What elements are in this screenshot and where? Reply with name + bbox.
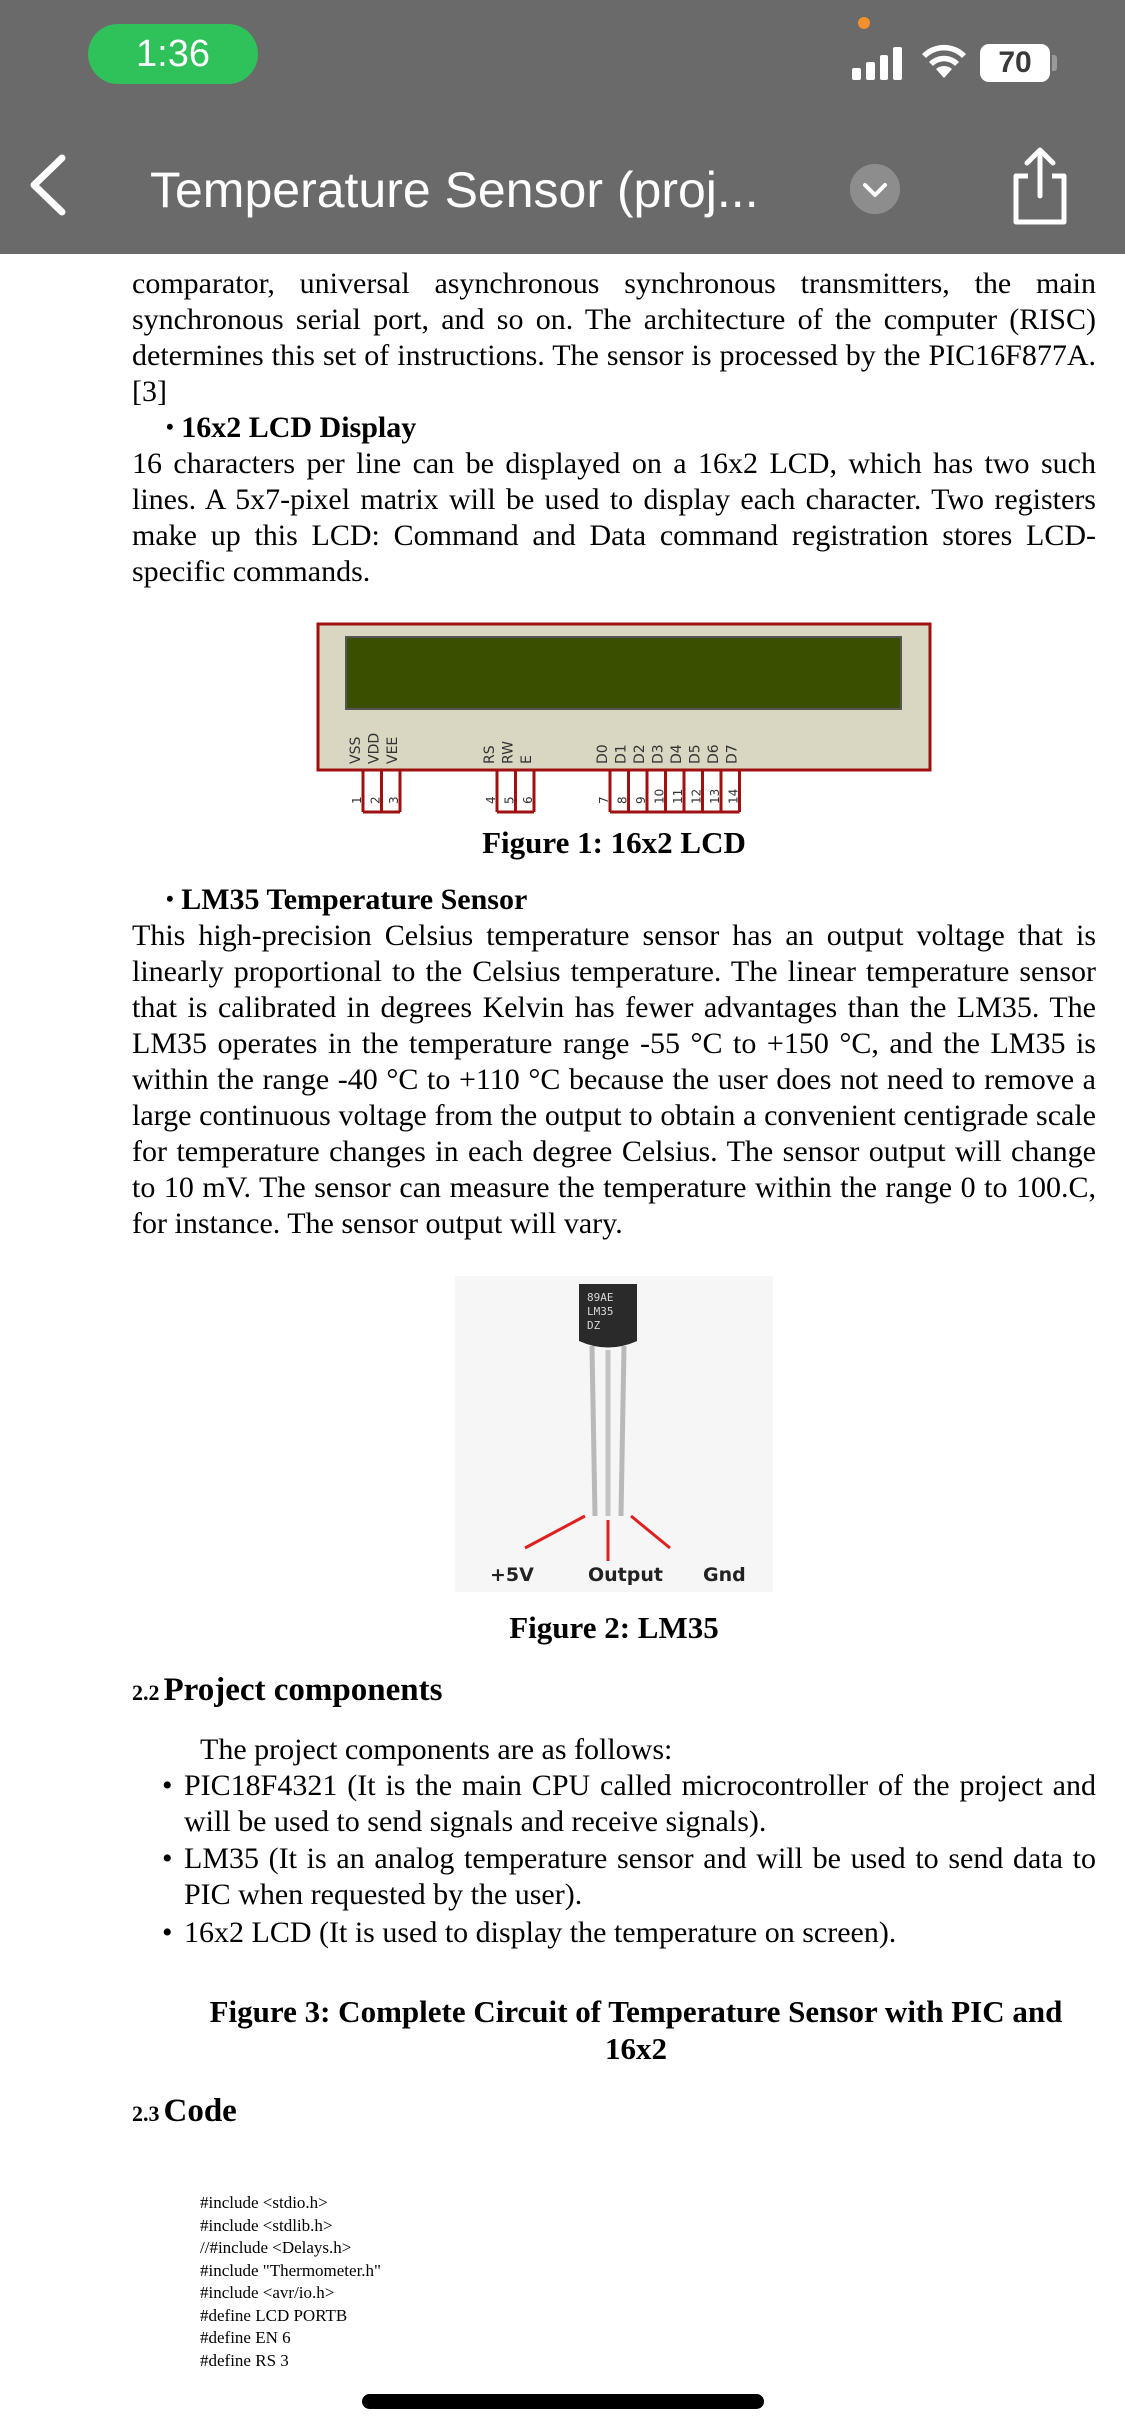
lead-left	[592, 1346, 595, 1516]
pin-number-10: 10	[652, 788, 667, 804]
label-5v: +5V	[490, 1564, 534, 1586]
lcd-heading: • 16x2 LCD Display	[166, 411, 417, 444]
chip-marking-1: 89AE	[587, 1291, 614, 1304]
share-icon[interactable]	[1008, 146, 1072, 226]
figure-1-caption: Figure 1: 16x2 LCD	[482, 825, 746, 860]
lm35-figure	[455, 1276, 773, 1592]
pin-label-d1: D1	[613, 744, 630, 764]
section-2-3-title: Code	[163, 2093, 237, 2129]
label-gnd: Gnd	[703, 1564, 746, 1586]
lcd-heading-text: 16x2 LCD Display	[181, 411, 417, 444]
pin-number-7: 7	[597, 796, 611, 804]
section-2-2-number: 2.2	[132, 1680, 160, 1705]
pin-label-rs: RS	[482, 745, 498, 764]
wifi-icon	[920, 40, 968, 80]
top-bar	[0, 0, 1125, 254]
component-2: LM35 (It is an analog temperature sensor and will be used to send data to PIC when requested by the user).	[184, 1842, 1096, 1911]
section-2-2-heading	[132, 1672, 442, 1709]
pin-number-13: 13	[708, 788, 722, 804]
chip-marking-2: LM35	[587, 1305, 614, 1318]
pin-number-2: 2	[368, 796, 383, 804]
pin-label-d0: D0	[595, 744, 611, 764]
section-2-3-heading	[132, 2093, 237, 2130]
lm35-heading: • LM35 Temperature Sensor	[166, 883, 528, 916]
pin-number-4: 4	[484, 796, 498, 804]
section-2-3-number: 2.3	[132, 2101, 160, 2126]
chip-marking-3: DZ	[587, 1319, 601, 1332]
section-2-2-title: Project components	[163, 1672, 443, 1708]
battery-tip	[1052, 55, 1057, 71]
pin-label-d3: D3	[650, 744, 667, 764]
list-item: • LM35 (It is an analog temperature sensor and will be used to send data to PIC when requested by the user).	[162, 1842, 1096, 1911]
signal-bars-icon	[852, 46, 902, 80]
status-time[interactable]: 1:36	[88, 24, 258, 84]
pin-number-5: 5	[502, 796, 517, 804]
label-output: Output	[588, 1564, 663, 1586]
pin-number-14: 14	[726, 788, 741, 804]
intro-paragraph: comparator, universal asynchronous synchronous transmitters, the main synchronous serial port, and so on. The architecture of the computer (RISC) determines this set of instructions. The sensor is processed by the PIC16F877A. [3]	[132, 267, 1096, 408]
pin-number-12: 12	[689, 788, 704, 804]
figure-2-caption: Figure 2: LM35	[509, 1610, 719, 1645]
pin-label-d2: D2	[632, 744, 648, 764]
pin-number-9: 9	[634, 796, 648, 804]
pin-label-vss: VSS	[348, 736, 364, 764]
component-3: 16x2 LCD (It is used to display the temperature on screen).	[184, 1916, 897, 1949]
lcd-paragraph: 16 characters per line can be displayed on a 16x2 LCD, which has two such lines. A 5x7-pixel matrix will be used to display each character. Two registers make up this LCD: Command and Data command registration stores LCD-specific commands.	[132, 447, 1096, 588]
components-intro: The project components are as follows:	[200, 1733, 673, 1766]
pin-label-rw: RW	[500, 740, 517, 764]
back-chevron-icon[interactable]	[22, 150, 72, 220]
pin-label-vee: VEE	[385, 736, 401, 764]
battery-icon: 70	[980, 44, 1050, 82]
lcd-figure	[316, 622, 932, 816]
pin-label-d7: D7	[724, 744, 741, 764]
pin-label-d5: D5	[687, 744, 704, 764]
chevron-down-icon[interactable]	[850, 164, 900, 214]
pin-label-d6: D6	[706, 744, 722, 764]
pin-label-vdd: VDD	[366, 732, 383, 764]
list-item: • PIC18F4321 (It is the main CPU called microcontroller of the project and will be used to send signals and receive signals).	[162, 1769, 1096, 1838]
pin-label-e: E	[519, 755, 535, 764]
home-indicator[interactable]	[362, 2394, 764, 2409]
lead-right	[621, 1346, 624, 1516]
lcd-screen	[346, 637, 901, 709]
lm35-paragraph: This high-precision Celsius temperature sensor has an output voltage that is linearly proportional to the Celsius temperature. The linear temperature sensor that is calibrated in degrees Kelvin has fewer advantages than the LM35. The LM35 operates in the temperature range -55 °C to +150 °C, and the LM35 is within the range -40 °C to +110 °C because the user does not need to remove a large continuous voltage from the output to obtain a convenient centigrade scale for temperature changes in each degree Celsius. The sensor output will change to 10 mV. The sensor can measure the temperature within the range 0 to 100.C, for instance. The sensor output will vary.	[132, 919, 1096, 1240]
document-title[interactable]: Temperature Sensor (proj...	[150, 162, 759, 218]
pin-number-1: 1	[350, 796, 364, 804]
figure-3-caption: Figure 3: Complete Circuit of Temperature Sensor with PIC and 16x2	[209, 1994, 1063, 2066]
pin-label-d4: D4	[669, 744, 685, 764]
code-block: #include <stdio.h> #include <stdlib.h> //#include <Delays.h> #include "Thermometer.h" #include <avr/io.h> #define LCD PORTB #define EN 6 #define RS 3	[200, 2193, 381, 2370]
pin-number-6: 6	[521, 796, 535, 804]
component-1: PIC18F4321 (It is the main CPU called microcontroller of the project and will be used to send signals and receive signals).	[184, 1769, 1096, 1838]
pin-number-8: 8	[615, 796, 630, 804]
pin-number-11: 11	[671, 788, 685, 804]
list-item: • 16x2 LCD (It is used to display the temperature on screen).	[162, 1916, 897, 1949]
privacy-indicator-dot	[858, 17, 870, 29]
pin-number-3: 3	[387, 796, 401, 804]
lm35-heading-text: LM35 Temperature Sensor	[181, 883, 528, 916]
